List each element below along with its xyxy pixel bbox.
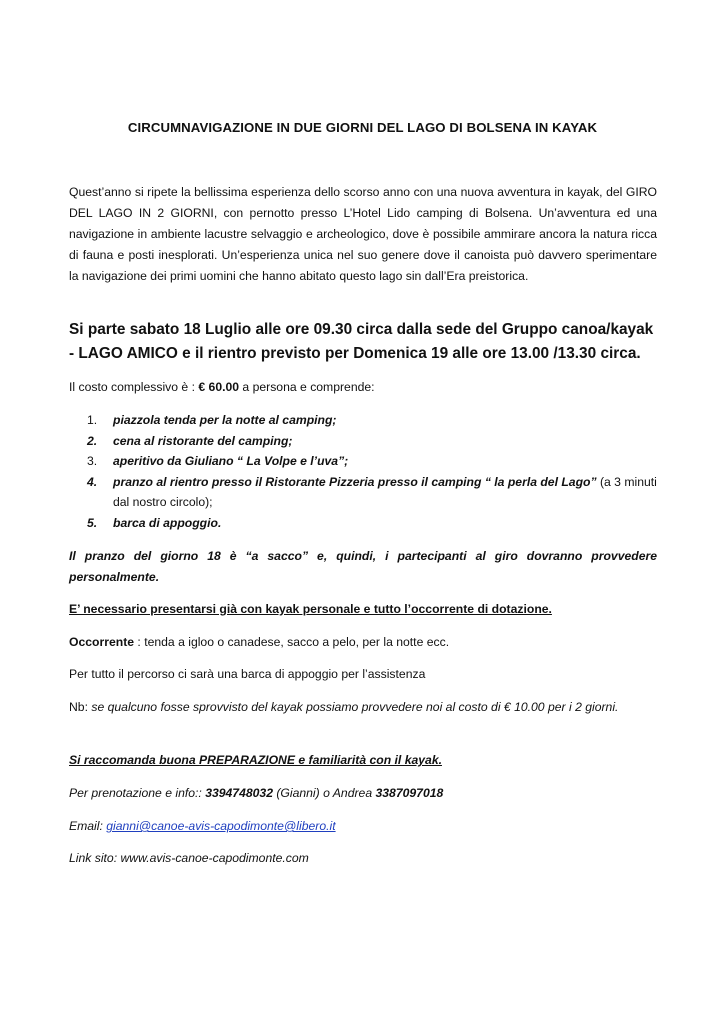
booking-line	[69, 783, 659, 804]
cost-amount: € 60.00	[198, 380, 240, 394]
list-item	[87, 513, 659, 534]
occorrente-text: : tenda a igloo o canadese, sacco a pelo, per la notte ecc.	[134, 635, 450, 649]
recommend-post: e familiarità con il kayak.	[294, 753, 442, 767]
email-label: Email:	[69, 819, 107, 833]
cost-suffix: a persona e comprende:	[239, 380, 375, 394]
nb-text: se qualcuno fosse sprovvisto del kayak possiamo provvedere noi al costo di € 10.00 per i 2 giorni.	[91, 700, 619, 714]
list-item	[87, 472, 659, 513]
site-url[interactable]: www.avis-canoe-capodimonte.com	[120, 851, 309, 865]
list-item-number: 4.	[87, 474, 98, 489]
site-label: Link sito:	[69, 851, 121, 865]
occorrente-line	[69, 632, 659, 653]
list-item-text: cena al ristorante del camping;	[113, 433, 293, 448]
recommend-pre: Si raccomanda buona	[69, 753, 200, 767]
recommend-strong: PREPARAZIONE	[199, 753, 295, 767]
site-line	[69, 848, 659, 869]
list-item-number: 3.	[87, 454, 98, 468]
list-item-text: piazzola tenda per la notte al camping;	[113, 413, 337, 427]
email-line	[69, 816, 659, 837]
recommendation-line	[69, 750, 659, 771]
requirement-line: E’ necessario presentarsi già con kayak personale e tutto l’occorrente di dotazione.	[69, 602, 552, 616]
list-item	[87, 451, 659, 472]
booking-prefix: Per prenotazione e info::	[69, 786, 206, 800]
list-item	[87, 410, 659, 431]
list-item-text: barca di appoggio.	[113, 515, 222, 530]
included-items-list	[87, 410, 659, 533]
document-title: CIRCUMNAVIGAZIONE IN DUE GIORNI DEL LAGO DI BOLSENA IN KAYAK	[127, 120, 598, 135]
nb-label: Nb:	[69, 700, 92, 714]
list-item-text: pranzo al rientro presso il Ristorante Pizzeria presso il camping “ la perla del Lago”	[113, 474, 597, 489]
list-item-number: 5.	[87, 515, 98, 530]
lunch-note: Il pranzo del giorno 18 è “a sacco” e, quindi, i partecipanti al giro dovranno provvedere personalmente.	[69, 549, 657, 584]
intro-paragraph: Quest’anno si ripete la bellissima esperienza dello scorso anno con una nuova avventura in kayak, del GIRO DEL LAGO IN 2 GIORNI, con pernotto presso L’Hotel Lido camping di Bolsena. Un’avventura ed una navigazione in ambiente lacustre selvaggio e archeologico, dove è possibile ammirare ancora la natura ricca di fauna e posti inesplorati. Un’esperienza unica nel suo genere dove il canoista può davvero sperimentare la navigazione dei primi uomini che hanno abitato questo lago sin dall’Era preistorica.	[69, 185, 657, 283]
email-link[interactable]: gianni@canoe-avis-capodimonte@libero.it	[106, 819, 336, 833]
list-item	[87, 431, 659, 452]
nb-paragraph	[69, 697, 657, 718]
cost-prefix: Il costo complessivo è :	[69, 380, 199, 394]
departure-headline: Si parte sabato 18 Luglio alle ore 09.30 circa dalla sede del Gruppo canoa/kayak - LAGO AMICO e il rientro previsto per Domenica 19 alle ore 13.00 /13.30 circa.	[69, 321, 654, 362]
list-item-tail: (a 3 minuti dal nostro circolo);	[113, 474, 657, 509]
cost-line	[69, 380, 375, 394]
list-item-number: 2.	[87, 433, 98, 448]
occorrente-label: Occorrente	[69, 635, 135, 649]
booking-phone-2: 3387097018	[375, 786, 444, 800]
booking-middle: (Gianni) o Andrea	[272, 786, 376, 800]
list-item-number: 1.	[87, 413, 98, 427]
support-line: Per tutto il percorso ci sarà una barca di appoggio per l’assistenza	[69, 667, 426, 681]
booking-phone-1: 3394748032	[205, 786, 273, 800]
list-item-text: aperitivo da Giuliano “ La Volpe e l’uva”;	[113, 454, 349, 468]
